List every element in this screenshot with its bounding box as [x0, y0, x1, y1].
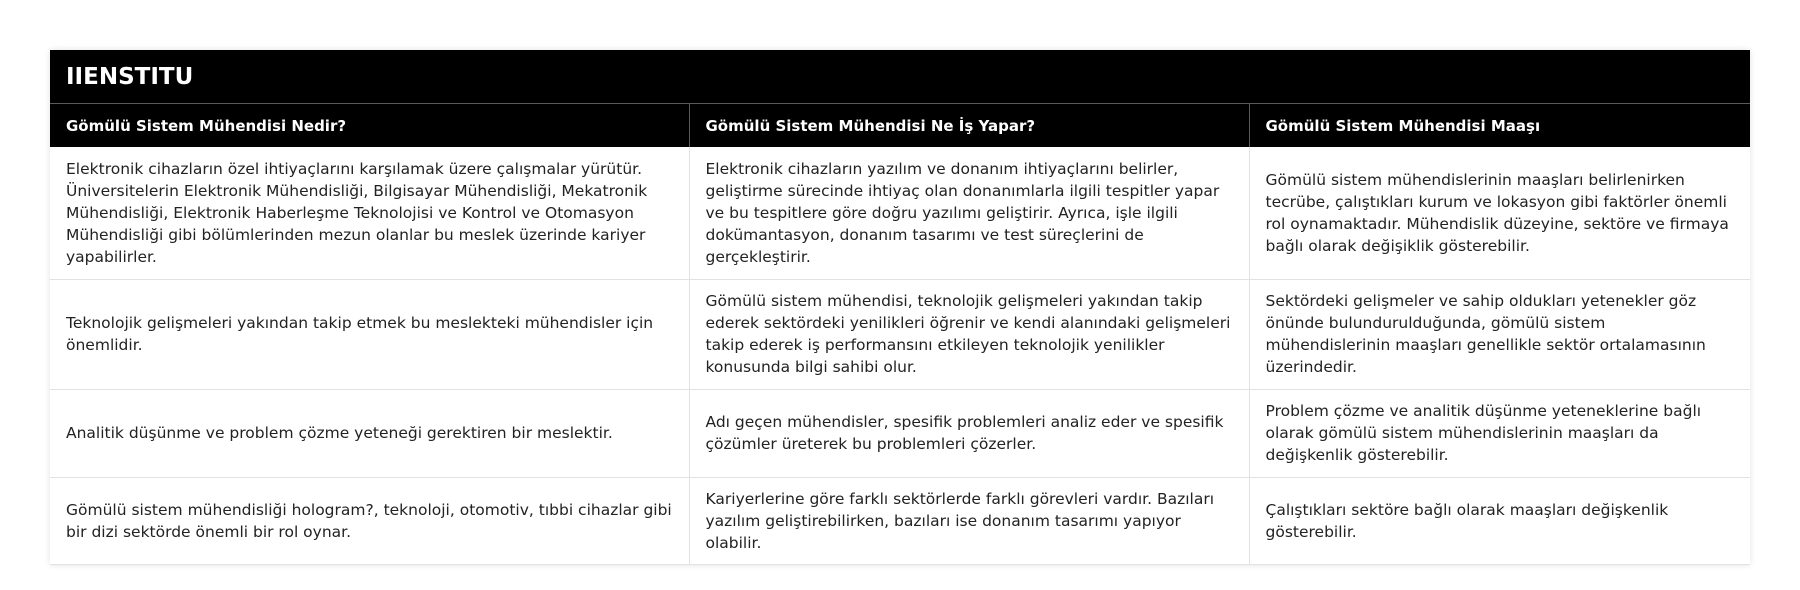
header-row: [50, 104, 1750, 147]
table-cell: Analitik düşünme ve problem çözme yeteneği gerektiren bir meslektir.: [50, 389, 689, 477]
table-cell: Gömülü sistem mühendislerinin maaşları belirlenirken tecrübe, çalıştıkları kurum ve lokasyon gibi faktörler önemli rol oynamaktadır. Mühendislik düzeyine, sektöre ve firmaya bağlı olarak değişiklik gösterebilir.: [1249, 147, 1750, 279]
table-cell: Problem çözme ve analitik düşünme yeteneklerine bağlı olarak gömülü sistem mühendislerinin maaşları da değişkenlik gösterebilir.: [1249, 389, 1750, 477]
table-cell: Teknolojik gelişmeleri yakından takip etmek bu meslekteki mühendisler için önemlidir.: [50, 279, 689, 389]
brand-title: IIENSTITU: [50, 50, 1750, 104]
table-cell: Elektronik cihazların özel ihtiyaçlarını karşılamak üzere çalışmalar yürütür. Üniversitelerin Elektronik Mühendisliği, Bilgisayar Mühendisliği, Mekatronik Mühendisliği, Elektronik Haberleşme Teknolojisi ve Kontrol ve Otomasyon Mühendisliği gibi bölümlerinden mezun olanlar bu meslek üzerinde kariyer yapabilirler.: [50, 147, 689, 279]
table-cell: Gömülü sistem mühendisi, teknolojik gelişmeleri yakından takip ederek sektördeki yenilikleri öğrenir ve kendi alanındaki gelişmeleri takip ederek iş performansını etkileyen teknolojik yenilikler konusunda bilgi sahibi olur.: [689, 279, 1249, 389]
table-cell: Gömülü sistem mühendisliği hologram?, teknoloji, otomotiv, tıbbi cihazlar gibi bir dizi sektörde önemli bir rol oynar.: [50, 477, 689, 564]
info-table: [50, 104, 1750, 565]
column-header-definition: Gömülü Sistem Mühendisi Nedir?: [50, 104, 689, 147]
table-cell: Elektronik cihazların yazılım ve donanım ihtiyaçlarını belirler, geliştirme sürecinde ihtiyaç olan donanımlarla ilgili tespitler yapar ve bu tespitlere göre doğru yazılımı geliştirir. Ayrıca, işle ilgili dokümantasyon, donanım tasarımı ve test süreçlerini de gerçekleştirir.: [689, 147, 1249, 279]
table-cell: Sektördeki gelişmeler ve sahip oldukları yetenekler göz önünde bulundurulduğunda, gömülü sistem mühendislerinin maaşları genellikle sektör ortalamasının üzerindedir.: [1249, 279, 1750, 389]
table-row: [50, 389, 1750, 477]
table-cell: Adı geçen mühendisler, spesifik problemleri analiz eder ve spesifik çözümler üreterek bu problemleri çözerler.: [689, 389, 1249, 477]
table-cell: Kariyerlerine göre farklı sektörlerde farklı görevleri vardır. Bazıları yazılım geliştirebilirken, bazıları ise donanım tasarımı yapıyor olabilir.: [689, 477, 1249, 564]
table-row: [50, 147, 1750, 279]
info-table-card: [50, 50, 1750, 565]
table-row: [50, 477, 1750, 564]
table-cell: Çalıştıkları sektöre bağlı olarak maaşları değişkenlik gösterebilir.: [1249, 477, 1750, 564]
table-row: [50, 279, 1750, 389]
column-header-salary: Gömülü Sistem Mühendisi Maaşı: [1249, 104, 1750, 147]
column-header-duties: Gömülü Sistem Mühendisi Ne İş Yapar?: [689, 104, 1249, 147]
